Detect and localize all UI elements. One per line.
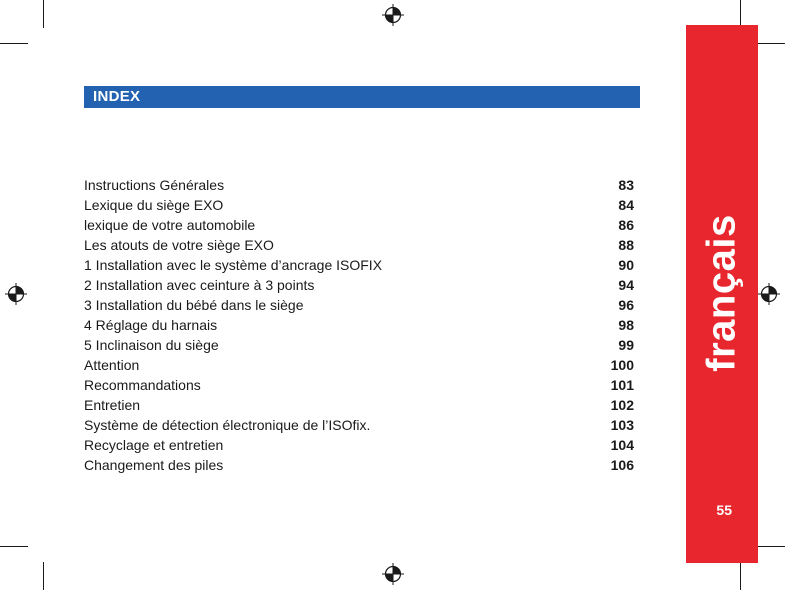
toc-label: Système de détection électronique de l’ISOfix.	[84, 417, 371, 433]
toc-page-number: 102	[610, 397, 634, 413]
toc-page-number: 94	[618, 277, 634, 293]
crop-mark-icon	[43, 0, 44, 28]
toc-page-number: 103	[610, 417, 634, 433]
toc-row[interactable]	[84, 295, 634, 315]
toc-label: Attention	[84, 357, 140, 373]
page-title: INDEX	[93, 88, 141, 105]
index-header-bar	[84, 86, 640, 108]
toc-page-number: 98	[618, 317, 634, 333]
toc-label: 2 Installation avec ceinture à 3 points	[84, 277, 315, 293]
toc-page-number: 84	[618, 197, 634, 213]
toc-page-number: 86	[618, 217, 634, 233]
toc-row[interactable]	[84, 335, 634, 355]
toc-label: Entretien	[84, 397, 141, 413]
toc-row[interactable]	[84, 415, 634, 435]
crop-mark-icon	[0, 43, 28, 44]
toc-row[interactable]	[84, 175, 634, 195]
toc-label: 4 Réglage du harnais	[84, 317, 218, 333]
toc-page-number: 90	[618, 257, 634, 273]
toc-row[interactable]	[84, 455, 634, 475]
toc-label: Instructions Générales	[84, 177, 225, 193]
toc-page-number: 104	[610, 437, 634, 453]
toc-row[interactable]	[84, 275, 634, 295]
toc-label: 3 Installation du bébé dans le siège	[84, 297, 304, 313]
crop-mark-icon	[757, 546, 785, 547]
toc-label: 1 Installation avec le système d’ancrage ISOFIX	[84, 257, 383, 273]
language-label-wrapper	[686, 25, 758, 563]
toc-page-number: 100	[610, 357, 634, 373]
toc-label: lexique de votre automobile	[84, 217, 256, 233]
toc-label: Recommandations	[84, 377, 201, 393]
crop-mark-icon	[43, 562, 44, 590]
toc-row[interactable]	[84, 215, 634, 235]
crop-mark-icon	[740, 562, 741, 590]
crop-mark-icon	[0, 546, 28, 547]
toc-page-number: 88	[618, 237, 634, 253]
toc-page-number: 96	[618, 297, 634, 313]
toc-page-number: 83	[618, 177, 634, 193]
crop-mark-icon	[740, 0, 741, 28]
page-number: 55	[716, 502, 732, 518]
toc-row[interactable]	[84, 315, 634, 335]
toc-page-number: 101	[610, 377, 634, 393]
toc-label: 5 Inclinaison du siège	[84, 337, 219, 353]
toc-label: Lexique du siège EXO	[84, 197, 224, 213]
language-sidebar	[686, 25, 758, 563]
toc-row[interactable]	[84, 235, 634, 255]
toc-row[interactable]	[84, 375, 634, 395]
toc-label: Recyclage et entretien	[84, 437, 224, 453]
toc-row[interactable]	[84, 435, 634, 455]
toc-page-number: 106	[610, 457, 634, 473]
toc-label: Les atouts de votre siège EXO	[84, 237, 274, 253]
registration-mark-icon	[5, 283, 27, 305]
toc-label: Changement des piles	[84, 457, 224, 473]
toc-row[interactable]	[84, 255, 634, 275]
table-of-contents	[84, 175, 634, 475]
registration-mark-icon	[758, 283, 780, 305]
registration-mark-icon	[382, 4, 404, 26]
toc-row[interactable]	[84, 395, 634, 415]
language-label: français	[699, 214, 744, 372]
toc-page-number: 99	[618, 337, 634, 353]
toc-row[interactable]	[84, 355, 634, 375]
toc-row[interactable]	[84, 195, 634, 215]
registration-mark-icon	[382, 563, 404, 585]
crop-mark-icon	[757, 43, 785, 44]
